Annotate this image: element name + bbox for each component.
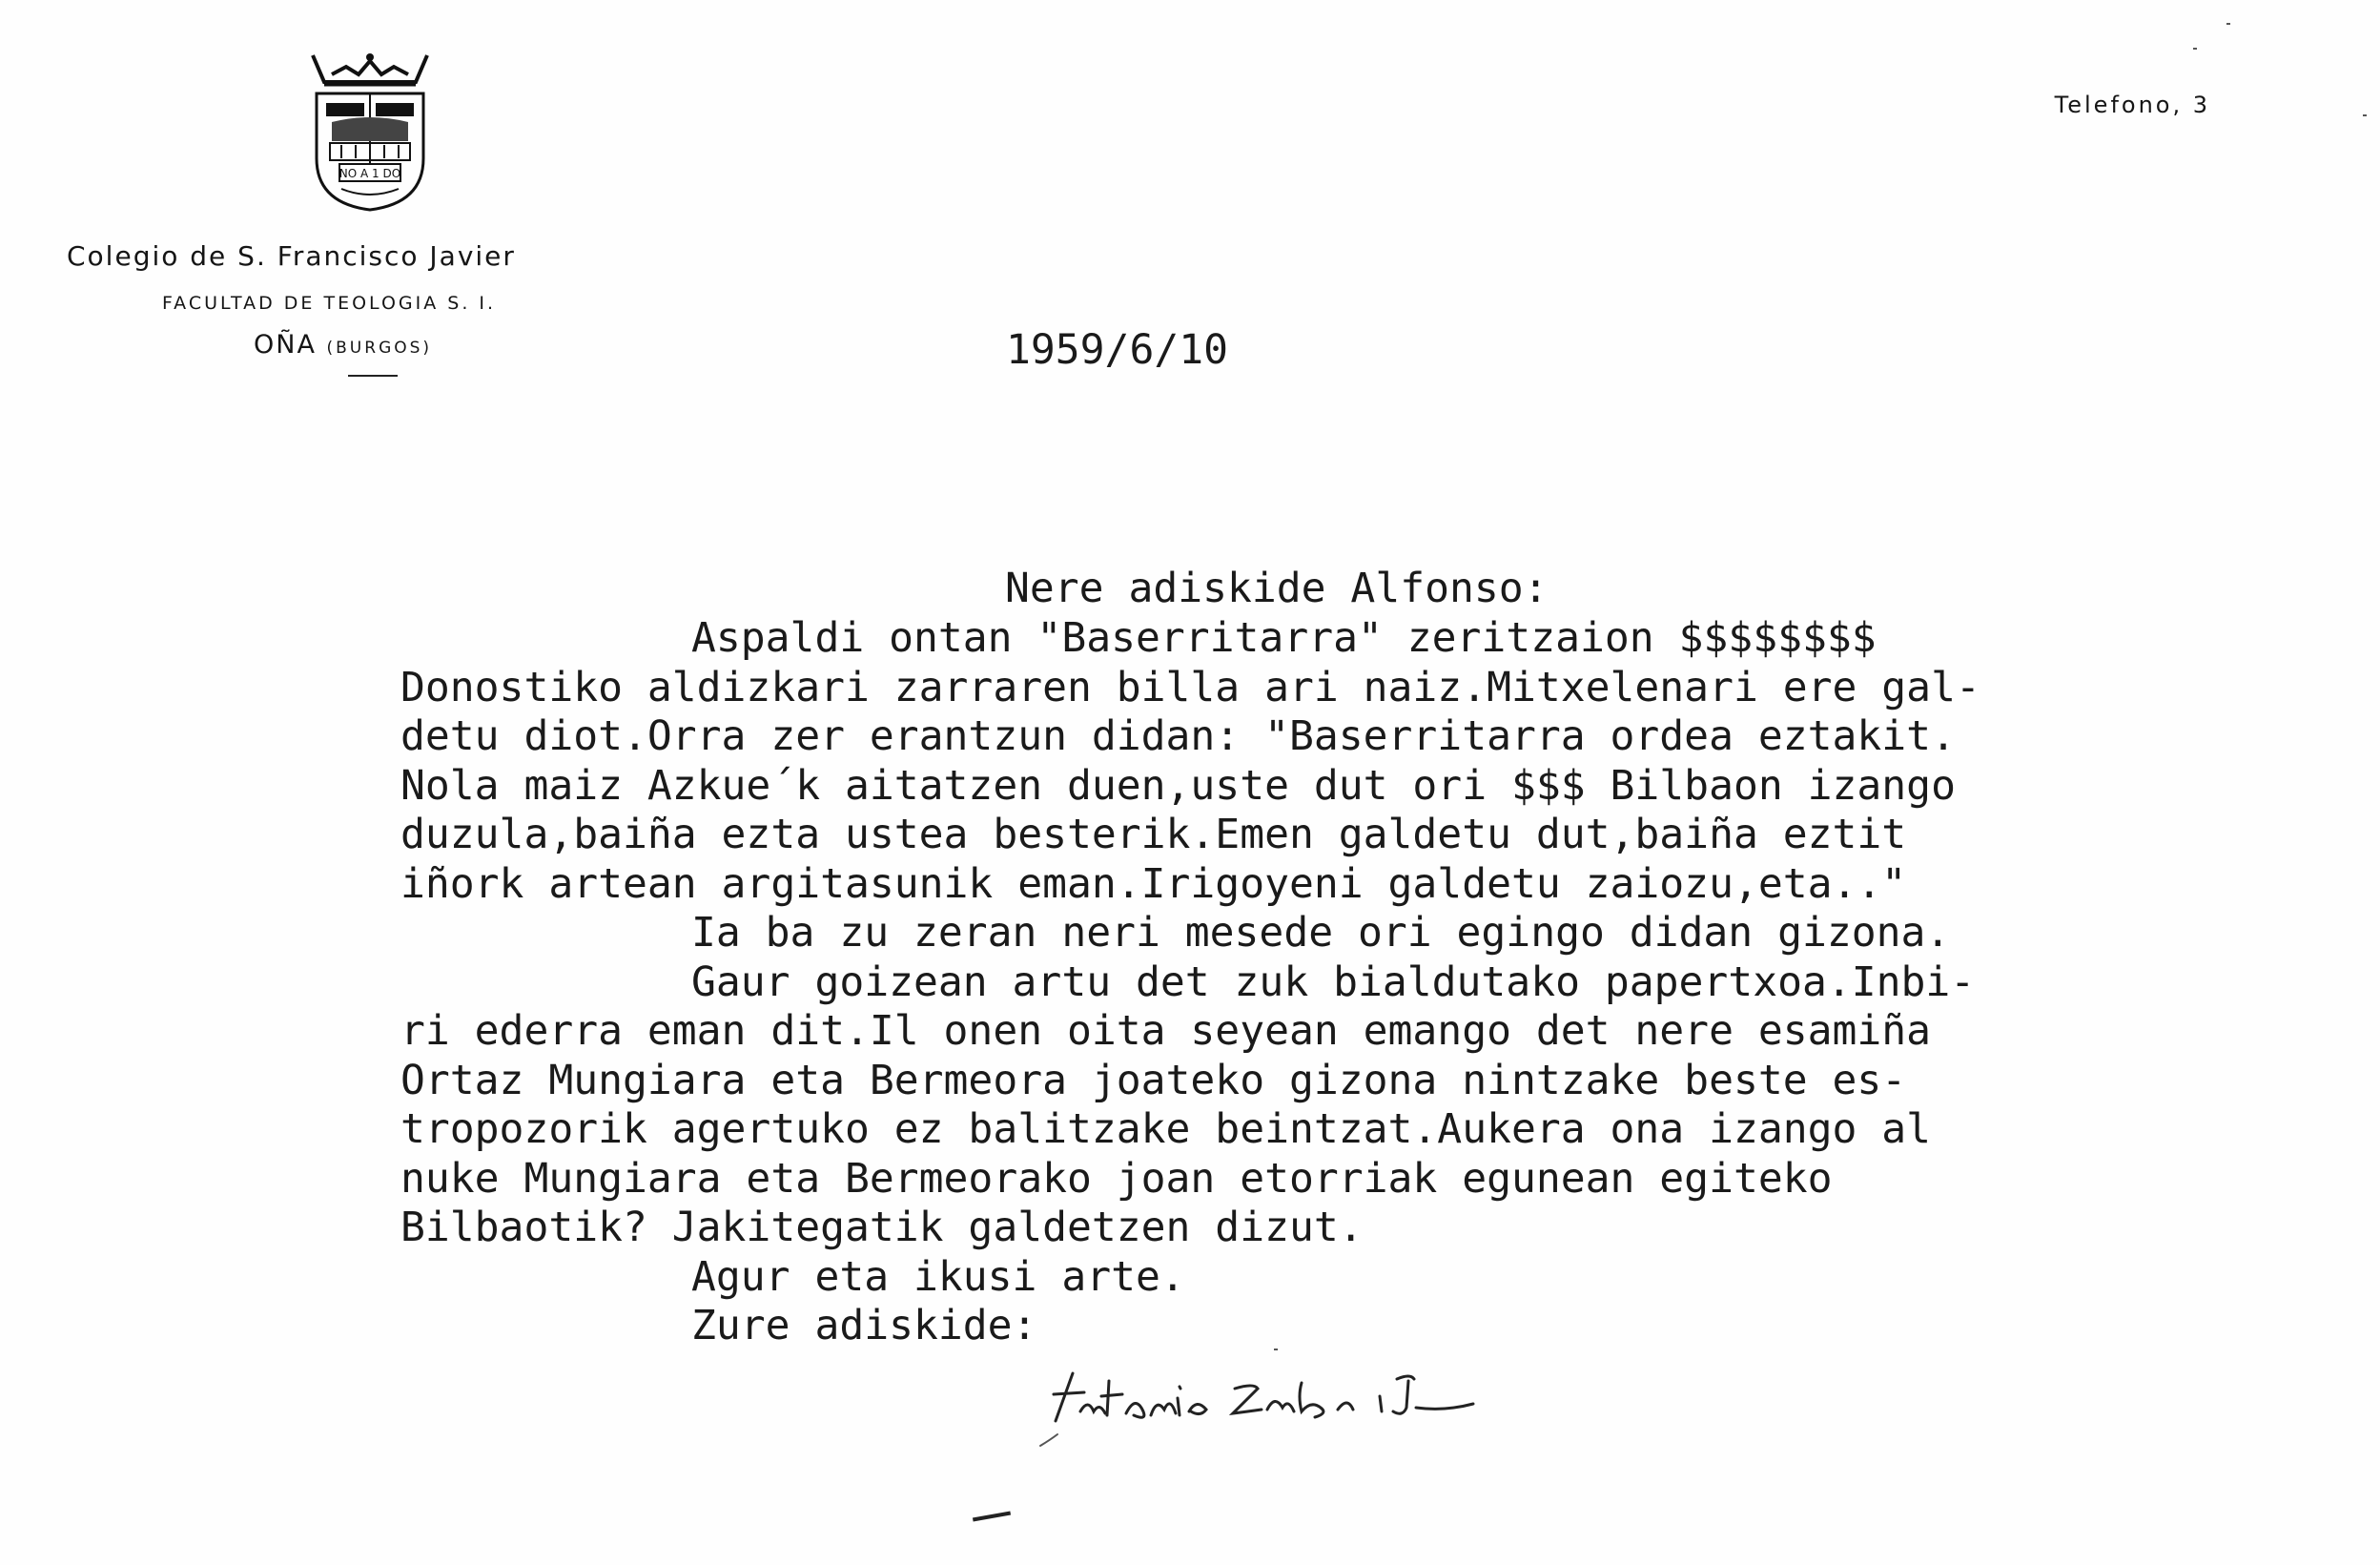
- coat-of-arms-crest-icon: [303, 46, 437, 217]
- body-line: Gaur goizean artu det zuk bialdutako papertxoa.Inbi-: [691, 958, 1976, 1006]
- college-name: Colegio de S. Francisco Javier: [67, 240, 516, 272]
- province-name: (BURGOS): [326, 339, 433, 358]
- handwritten-signature: [1035, 1354, 1502, 1459]
- telephone-number: Telefono, 3: [2054, 92, 2210, 118]
- faculty-name: FACULTAD DE TEOLOGIA S. I.: [162, 293, 497, 314]
- salutation: Nere adiskide Alfonso:: [1005, 565, 1549, 612]
- body-line: nuke Mungiara eta Bermeorako joan etorriak egunean egiteko: [400, 1154, 1833, 1203]
- body-line: Donostiko aldizkari zarraren billa ari naiz.Mitxelenari ere gal-: [400, 663, 1980, 711]
- letter-date: 1959/6/10: [1006, 326, 1228, 374]
- body-line: Aspaldi ontan "Baserritarra" zeritzaion $$$$$$$$: [691, 614, 1877, 662]
- body-line: tropozorik agertuko ez balitzake beintzat.Aukera ona izango al: [400, 1105, 1932, 1153]
- closing-line: Zure adiskide:: [691, 1302, 1037, 1349]
- body-line: Ia ba zu zeran neri mesede ori egingo didan gizona.: [691, 909, 1951, 957]
- body-line: Ortaz Mungiara eta Bermeora joateko gizona nintzake beste es-: [400, 1056, 1907, 1104]
- letterhead-divider: [348, 375, 398, 377]
- body-line: Bilbaotik? Jakitegatik galdetzen dizut.: [400, 1204, 1364, 1251]
- paper-speck: [2226, 23, 2230, 25]
- paper-speck: [2193, 48, 2197, 50]
- letter-body: [400, 614, 1980, 1351]
- college-city: [254, 330, 432, 360]
- paper-speck: [2363, 114, 2367, 116]
- body-line: duzula,baiña ezta ustea besterik.Emen galdetu dut,baiña eztit: [400, 811, 1907, 858]
- city-name: OÑA: [254, 330, 317, 360]
- body-line: ri ederra eman dit.Il onen oita seyean emango det nere esamiña: [400, 1007, 1932, 1055]
- stray-pen-mark: [973, 1512, 1011, 1522]
- body-line: detu diot.Orra zer erantzun didan: "Baserritarra ordea eztakit.: [400, 712, 1956, 760]
- body-line: Nola maiz Azkue´k aitatzen duen,uste dut ori $$$ Bilbaon izango: [400, 761, 1956, 810]
- crest-motto: NO A 1 DO: [339, 167, 401, 180]
- closing-line: Agur eta ikusi arte.: [691, 1252, 1185, 1301]
- body-line: iñork artean argitasunik eman.Irigoyeni galdetu zaiozu,eta..": [400, 859, 1907, 908]
- paper-speck: [1274, 1349, 1278, 1350]
